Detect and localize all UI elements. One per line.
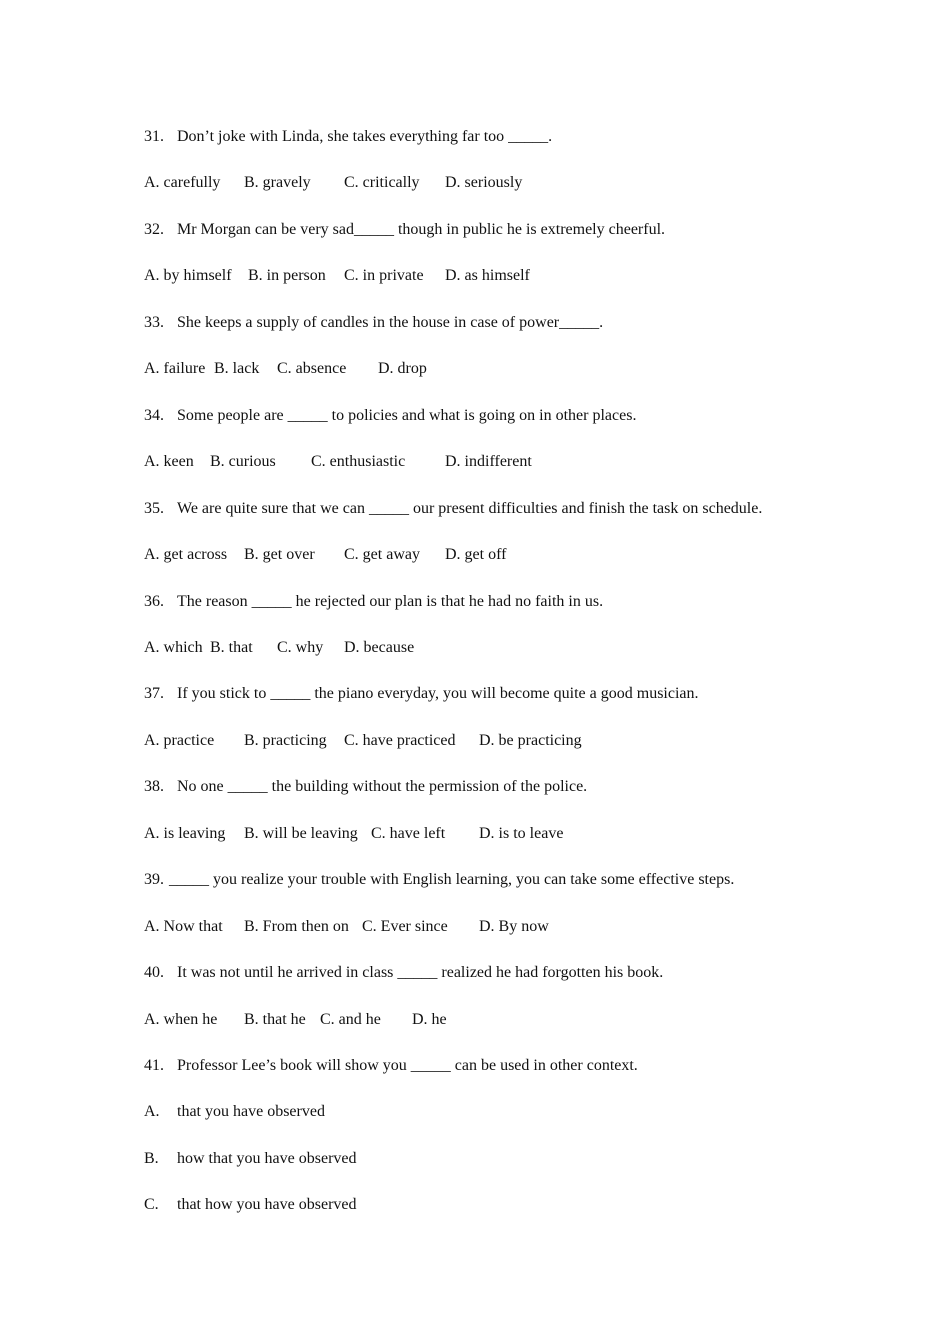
question-number: 38.: [144, 778, 164, 795]
option-b: B. curious: [210, 453, 276, 470]
question-32-options: [144, 266, 530, 286]
question-number: 41.: [144, 1057, 164, 1074]
option-d: D. he: [412, 1011, 447, 1028]
question-text: Some people are _____ to policies and what is going on in other places.: [177, 407, 637, 424]
question-text: No one _____ the building without the permission of the police.: [177, 778, 588, 795]
option-c: C. critically: [344, 174, 420, 191]
option-c: C. Ever since: [362, 918, 448, 935]
question-text: Don’t joke with Linda, she takes everything far too _____.: [177, 128, 553, 145]
question-text: If you stick to _____ the piano everyday, you will become quite a good musician.: [177, 685, 699, 702]
option-d: D. be practicing: [479, 732, 582, 749]
question-38-options: [144, 824, 564, 844]
option-a: A. which: [144, 639, 203, 656]
question-41-stem: [144, 1056, 638, 1076]
question-40-stem: [144, 963, 664, 983]
question-number: 31.: [144, 128, 164, 145]
question-number: 36.: [144, 593, 164, 610]
option-a: A. failure: [144, 360, 206, 377]
question-38-stem: [144, 777, 588, 797]
option-b: B. lack: [214, 360, 260, 377]
question-34-stem: [144, 406, 637, 426]
option-c: C. get away: [344, 546, 420, 563]
option-d: D. seriously: [445, 174, 523, 191]
option-c: C. in private: [344, 267, 424, 284]
question-33-stem: [144, 313, 604, 333]
option-letter: A.: [144, 1103, 160, 1120]
option-d: D. because: [344, 639, 415, 656]
question-number: 33.: [144, 314, 164, 331]
question-35-options: [144, 545, 507, 565]
question-36-options: [144, 638, 415, 658]
question-41-option-b: [144, 1149, 357, 1169]
option-a: A. is leaving: [144, 825, 226, 842]
option-c: C. and he: [320, 1011, 381, 1028]
question-text: It was not until he arrived in class _____ realized he had forgotten his book.: [177, 964, 664, 981]
question-36-stem: [144, 592, 604, 612]
question-number: 34.: [144, 407, 164, 424]
question-37-options: [144, 731, 582, 751]
option-b: B. get over: [244, 546, 315, 563]
option-a: A. carefully: [144, 174, 221, 191]
option-text: how that you have observed: [177, 1150, 357, 1167]
option-b: B. will be leaving: [244, 825, 358, 842]
option-a: A. when he: [144, 1011, 218, 1028]
option-text: that how you have observed: [177, 1196, 357, 1213]
option-c: C. enthusiastic: [311, 453, 406, 470]
question-31-options: [144, 173, 523, 193]
option-a: A. keen: [144, 453, 194, 470]
question-41-option-c: [144, 1195, 357, 1215]
option-d: D. drop: [378, 360, 427, 377]
question-text: She keeps a supply of candles in the house in case of power_____.: [177, 314, 604, 331]
question-37-stem: [144, 684, 699, 704]
option-b: B. that he: [244, 1011, 306, 1028]
option-text: that you have observed: [177, 1103, 325, 1120]
option-d: D. as himself: [445, 267, 530, 284]
question-text: _____ you realize your trouble with English learning, you can take some effective steps.: [169, 871, 735, 888]
option-b: B. in person: [248, 267, 326, 284]
option-d: D. get off: [445, 546, 507, 563]
question-35-stem: [144, 499, 763, 519]
option-a: A. by himself: [144, 267, 232, 284]
question-number: 35.: [144, 500, 164, 517]
question-number: 37.: [144, 685, 164, 702]
option-d: D. By now: [479, 918, 549, 935]
option-d: D. indifferent: [445, 453, 532, 470]
option-c: C. have left: [371, 825, 446, 842]
question-text: Professor Lee’s book will show you _____ can be used in other context.: [177, 1057, 638, 1074]
question-text: We are quite sure that we can _____ our present difficulties and finish the task on schedule.: [177, 500, 763, 517]
option-b: B. gravely: [244, 174, 311, 191]
option-c: C. have practiced: [344, 732, 456, 749]
option-b: B. that: [210, 639, 253, 656]
question-33-options: [144, 359, 427, 379]
question-text: The reason _____ he rejected our plan is that he had no faith in us.: [177, 593, 604, 610]
option-c: C. absence: [277, 360, 347, 377]
option-letter: C.: [144, 1196, 159, 1213]
question-34-options: [144, 452, 532, 472]
question-31-stem: [144, 127, 553, 147]
option-d: D. is to leave: [479, 825, 564, 842]
question-40-options: [144, 1010, 447, 1030]
option-a: A. Now that: [144, 918, 223, 935]
question-text: Mr Morgan can be very sad_____ though in public he is extremely cheerful.: [177, 221, 666, 238]
question-39-options: [144, 917, 549, 937]
question-32-stem: [144, 220, 666, 240]
question-39-stem: [144, 870, 735, 890]
question-number: 40.: [144, 964, 164, 981]
option-a: A. get across: [144, 546, 228, 563]
question-number: 32.: [144, 221, 164, 238]
option-b: B. From then on: [244, 918, 349, 935]
option-c: C. why: [277, 639, 324, 656]
question-number: 39.: [144, 871, 164, 888]
option-letter: B.: [144, 1150, 159, 1167]
option-a: A. practice: [144, 732, 215, 749]
option-b: B. practicing: [244, 732, 327, 749]
question-41-option-a: [144, 1102, 325, 1122]
